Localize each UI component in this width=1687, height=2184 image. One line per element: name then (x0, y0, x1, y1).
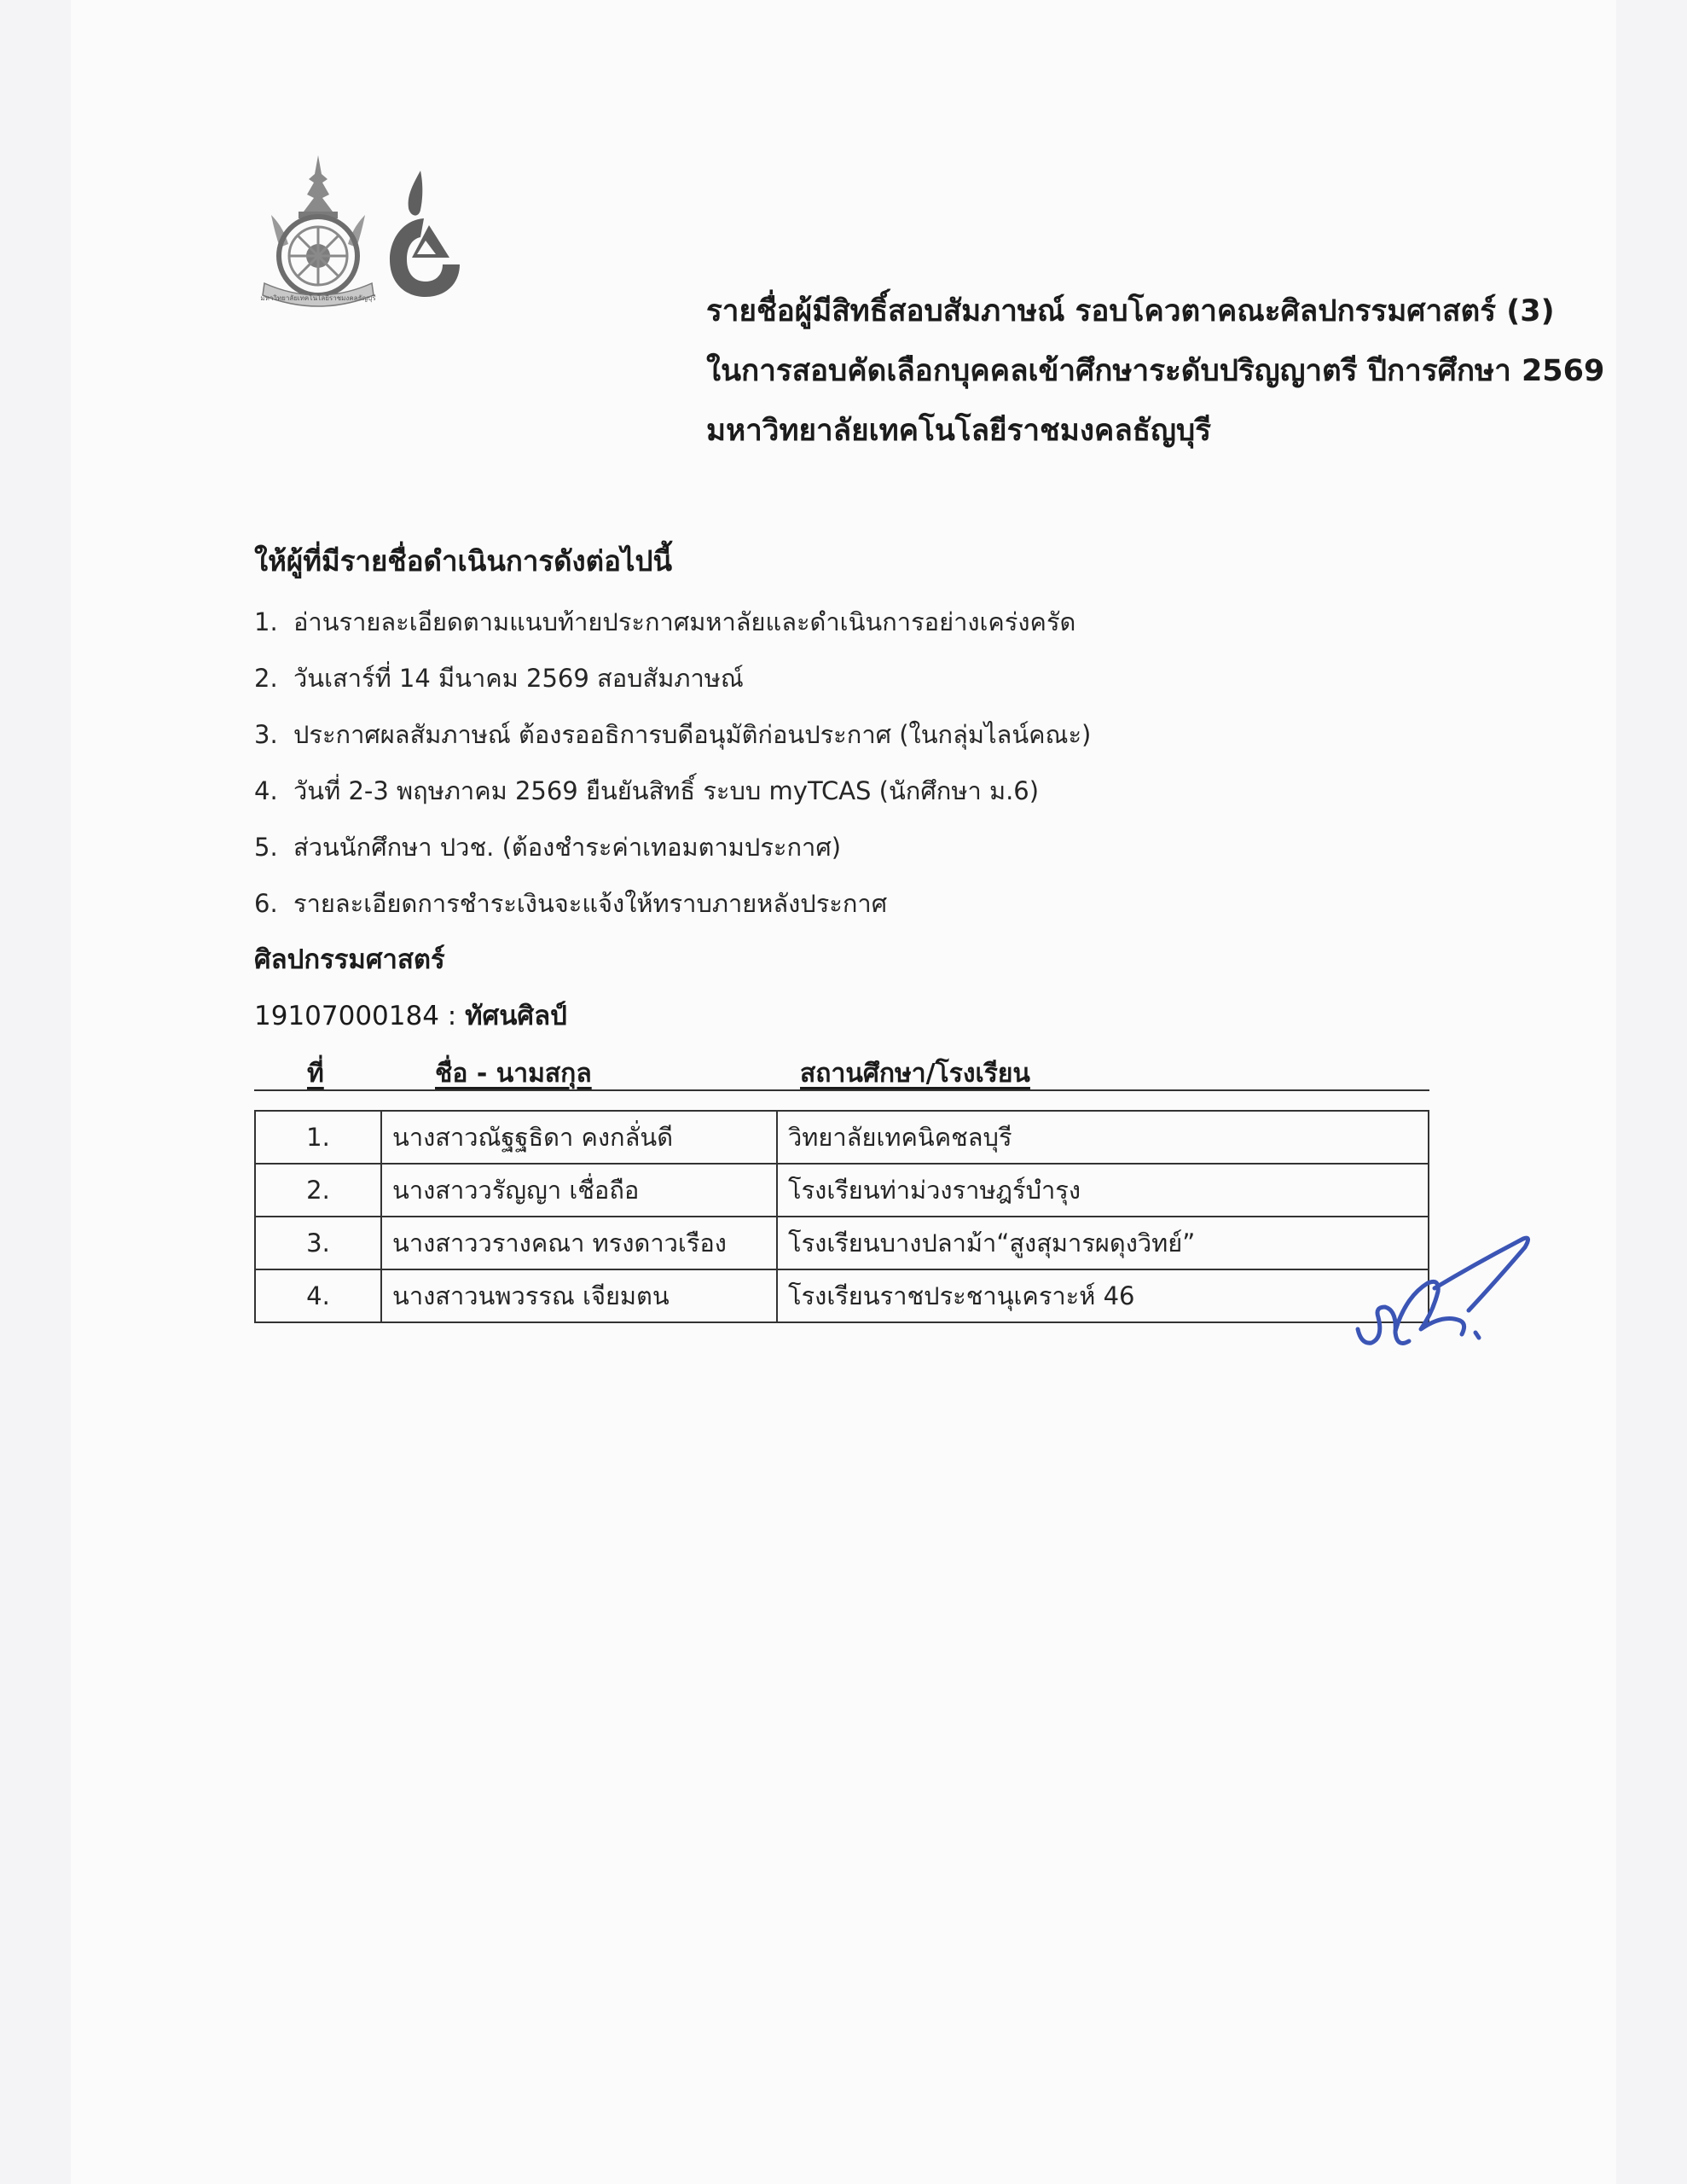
row-no: 3. (255, 1217, 381, 1269)
table-header (254, 1052, 1429, 1091)
table-row (255, 1164, 1429, 1217)
row-school: โรงเรียนบางปลาม้า“สูงสุมารผดุงวิทย์” (777, 1217, 1429, 1269)
table-row (255, 1217, 1429, 1269)
header-school: สถานศึกษา/โรงเรียน (800, 1059, 1030, 1089)
signature (1349, 1228, 1554, 1365)
instructions-list (254, 594, 1448, 932)
title-line-1: รายชื่อผู้มีสิทธิ์สอบสัมภาษณ์ รอบโควตาคณะศิลปกรรมศาสตร์ (3) (706, 294, 1555, 328)
row-school: โรงเรียนท่าม่วงราษฎร์บำรุง (777, 1164, 1429, 1217)
rmutt-logo (386, 171, 463, 299)
row-no: 2. (255, 1164, 381, 1217)
row-no: 1. (255, 1111, 381, 1164)
svg-text:มหาวิทยาลัยเทคโนโลยีราชมงคลธัญ: มหาวิทยาลัยเทคโนโลยีราชมงคลธัญบุรี (260, 294, 376, 302)
table-row (255, 1269, 1429, 1322)
university-seal-logo (254, 155, 382, 309)
document-title (706, 282, 1644, 461)
instruction-item: 1. อ่านรายละเอียดตามแนบท้ายประกาศมหาลัยและดำเนินการอย่างเคร่งครัด (254, 607, 1076, 636)
faculty-name: ศิลปกรรมศาสตร์ (254, 944, 445, 975)
title-line-2: ในการสอบคัดเลือกบุคคลเข้าศึกษาระดับปริญญาตรี ปีการศึกษา 2569 (706, 354, 1605, 388)
instruction-item: 2. วันเสาร์ที่ 14 มีนาคม 2569 สอบสัมภาษณ์ (254, 664, 744, 693)
row-school: วิทยาลัยเทคนิคชลบุรี (777, 1111, 1429, 1164)
instruction-item: 3. ประกาศผลสัมภาษณ์ ต้องรออธิการบดีอนุมัติก่อนประกาศ (ในกลุ่มไลน์คณะ) (254, 720, 1092, 749)
row-name: นางสาววรัญญา เชื่อถือ (381, 1164, 777, 1217)
instructions-section (254, 537, 1448, 1044)
program-code: 19107000184 : (254, 1001, 457, 1031)
program-name: ทัศนศิลป์ (465, 1001, 567, 1031)
title-line-3: มหาวิทยาลัยเทคโนโลยีราชมงคลธัญบุรี (706, 414, 1211, 448)
candidate-table (254, 1110, 1429, 1323)
program-line (254, 988, 1448, 1044)
row-name: นางสาวณัฐฐธิดา คงกลั่นดี (381, 1111, 777, 1164)
row-no: 4. (255, 1269, 381, 1322)
table-row (255, 1111, 1429, 1164)
row-name: นางสาววรางคณา ทรงดาวเรือง (381, 1217, 777, 1269)
row-name: นางสาวนพวรรณ เจียมตน (381, 1269, 777, 1322)
header-no: ที่ (307, 1059, 324, 1089)
instruction-item: 5. ส่วนนักศึกษา ปวช. (ต้องชำระค่าเทอมตามประกาศ) (254, 833, 842, 862)
header-name: ชื่อ - นามสกุล (435, 1059, 592, 1089)
instructions-lead: ให้ผู้ที่มีรายชื่อดำเนินการดังต่อไปนี้ (254, 544, 673, 578)
instruction-item: 4. วันที่ 2-3 พฤษภาคม 2569 ยืนยันสิทธิ์ ระบบ myTCAS (นักศึกษา ม.6) (254, 776, 1040, 805)
instruction-item: 6. รายละเอียดการชำระเงินจะแจ้งให้ทราบภายหลังประกาศ (254, 889, 888, 918)
row-school: โรงเรียนราชประชานุเคราะห์ 46 (777, 1269, 1429, 1322)
header-logos (254, 155, 467, 309)
